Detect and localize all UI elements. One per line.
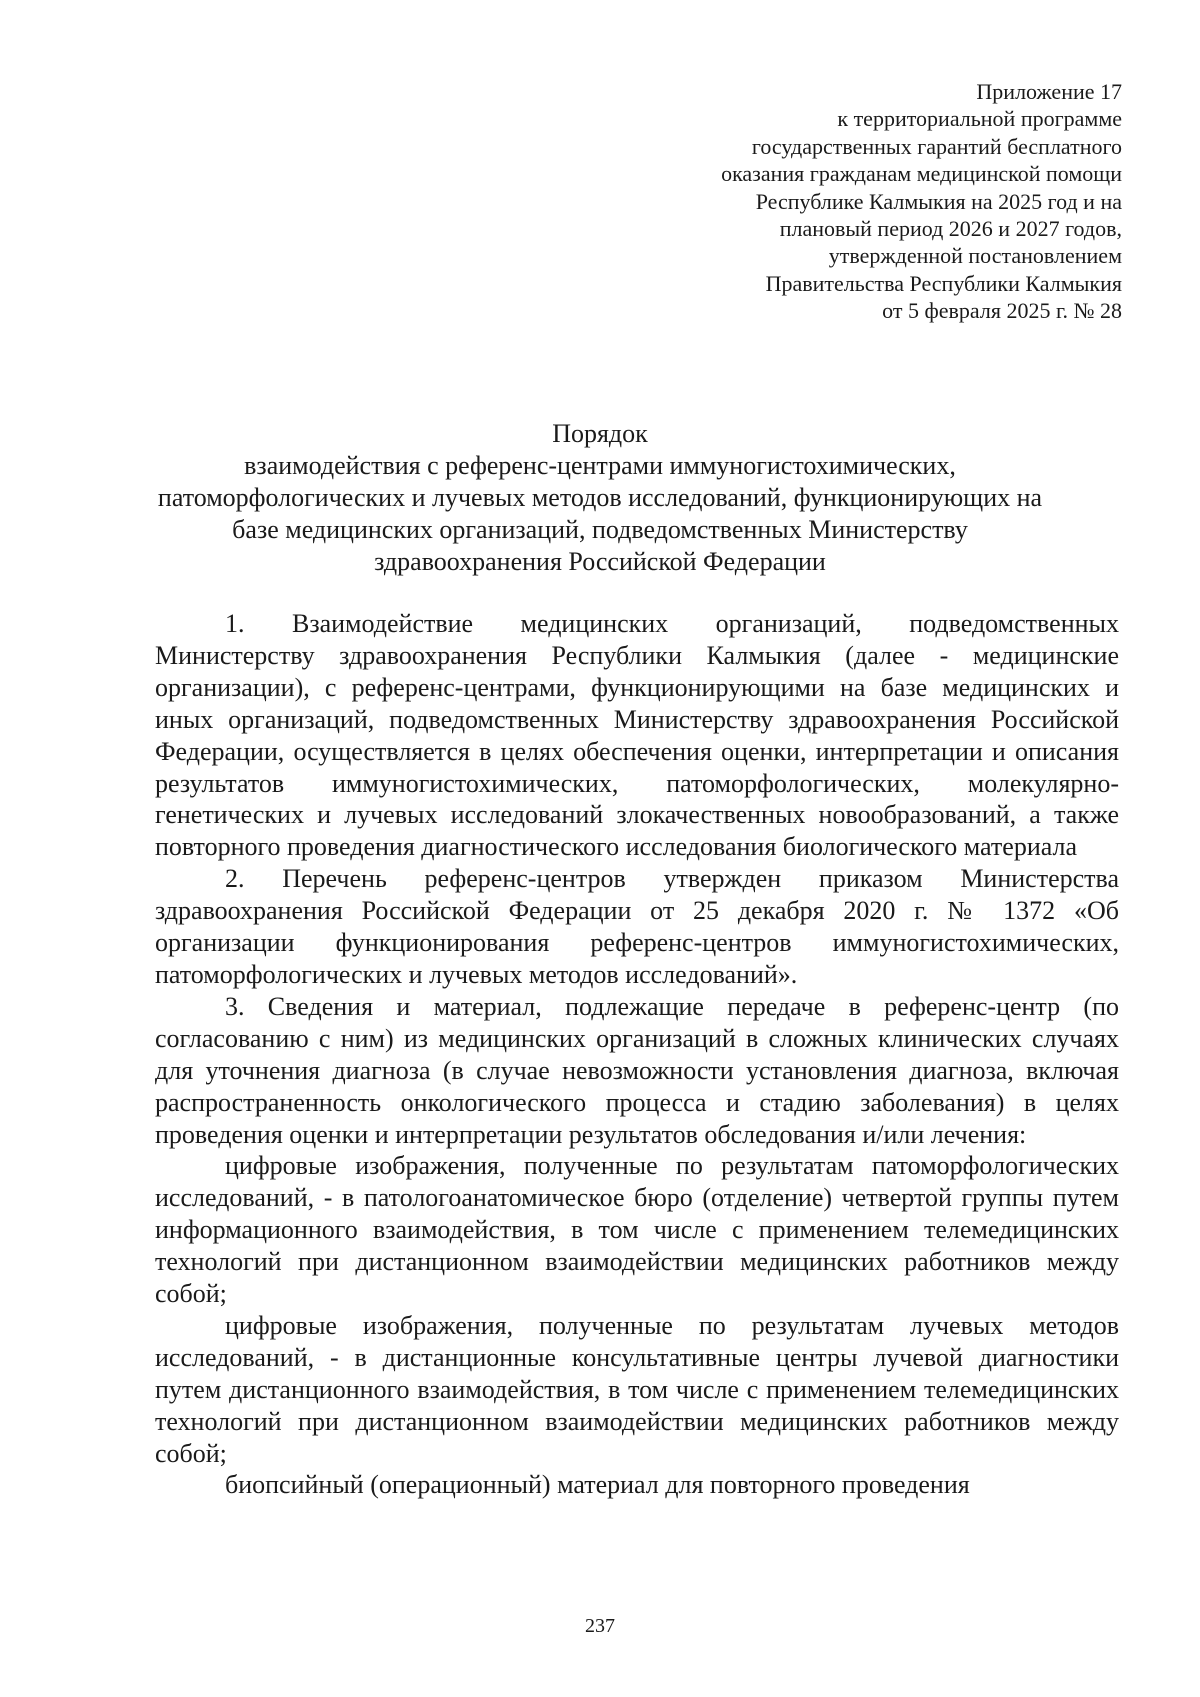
title-heading: Порядок [552, 419, 648, 448]
document-body [155, 608, 1119, 1501]
title-line: здравоохранения Российской Федерации [374, 547, 826, 576]
annex-line: утвержденной постановлением [828, 243, 1122, 269]
subparagraph-pathomorphology: цифровые изображения, полученные по результатам патоморфологических исследований, - в патологоанатомическое бюро (отделение) четвертой группы путем информационного взаимодействия, в том числе с применением телемедицинских технологий при дистанционном взаимодействии медицинских работников между собой; [155, 1151, 1119, 1309]
paragraph-1: 1. Взаимодействие медицинских организаций, подведомственных Министерству здравоохранения Республики Калмыкия (далее - медицинские организации), с референс-центрами, функционирующими на базе медицинских и иных организаций, подведомственных Министерству здравоохранения Российской Федерации, осуществляется в целях обеспечения оценки, интерпретации и описания результатов иммуногистохимических, патоморфологических, молекулярно-генетических и лучевых исследований злокачественных новообразований, а также повторного проведения диагностического исследования биологического материала [155, 609, 1119, 862]
subparagraph-radiology: цифровые изображения, полученные по результатам лучевых методов исследований, - в дистанционные консультативные центры лучевой диагностики путем дистанционного взаимодействия, в том числе с применением телемедицинских технологий при дистанционном взаимодействии медицинских работников между собой; [155, 1310, 1119, 1468]
annex-line: государственных гарантий бесплатного [751, 133, 1122, 159]
annex-line: Приложение 17 [976, 79, 1122, 104]
annex-line: Республике Калмыкия на 2025 год и на [755, 188, 1122, 214]
title-line: базе медицинских организаций, подведомственных Министерству [232, 515, 968, 544]
document-title [100, 418, 1100, 578]
paragraph-3: 3. Сведения и материал, подлежащие передаче в референс-центр (по согласованию с ним) из медицинских организаций в сложных клинических случаях для уточнения диагноза (в случае невозможности установления диагноза, включая распространенность онкологического процесса и стадию заболевания) в целях проведения оценки и интерпретации результатов обследования и/или лечения: [155, 991, 1119, 1149]
title-line: взаимодействия с референс-центрами иммуногистохимических, [244, 451, 956, 480]
title-line: патоморфологических и лучевых методов исследований, функционирующих на [157, 483, 1043, 512]
annex-line: от 5 февраля 2025 г. № 28 [882, 298, 1122, 324]
subparagraph-biopsy: биопсийный (операционный) материал для повторного проведения [225, 1470, 970, 1500]
annex-line: к территориальной программе [837, 106, 1122, 132]
annex-line: плановый период 2026 и 2027 годов, [779, 216, 1122, 242]
annex-line: Правительства Республики Калмыкия [765, 270, 1122, 296]
page-number: 237 [585, 1615, 615, 1637]
annex-line: оказания гражданам медицинской помощи [721, 161, 1122, 187]
annex-header [602, 78, 1122, 325]
paragraph-2: 2. Перечень референс-центров утвержден приказом Министерства здравоохранения Российской Федерации от 25 декабря 2020 г. № 1372 «Об организации функционирования референс-центров иммуногистохимических, патоморфологических и лучевых методов исследований». [155, 864, 1119, 989]
